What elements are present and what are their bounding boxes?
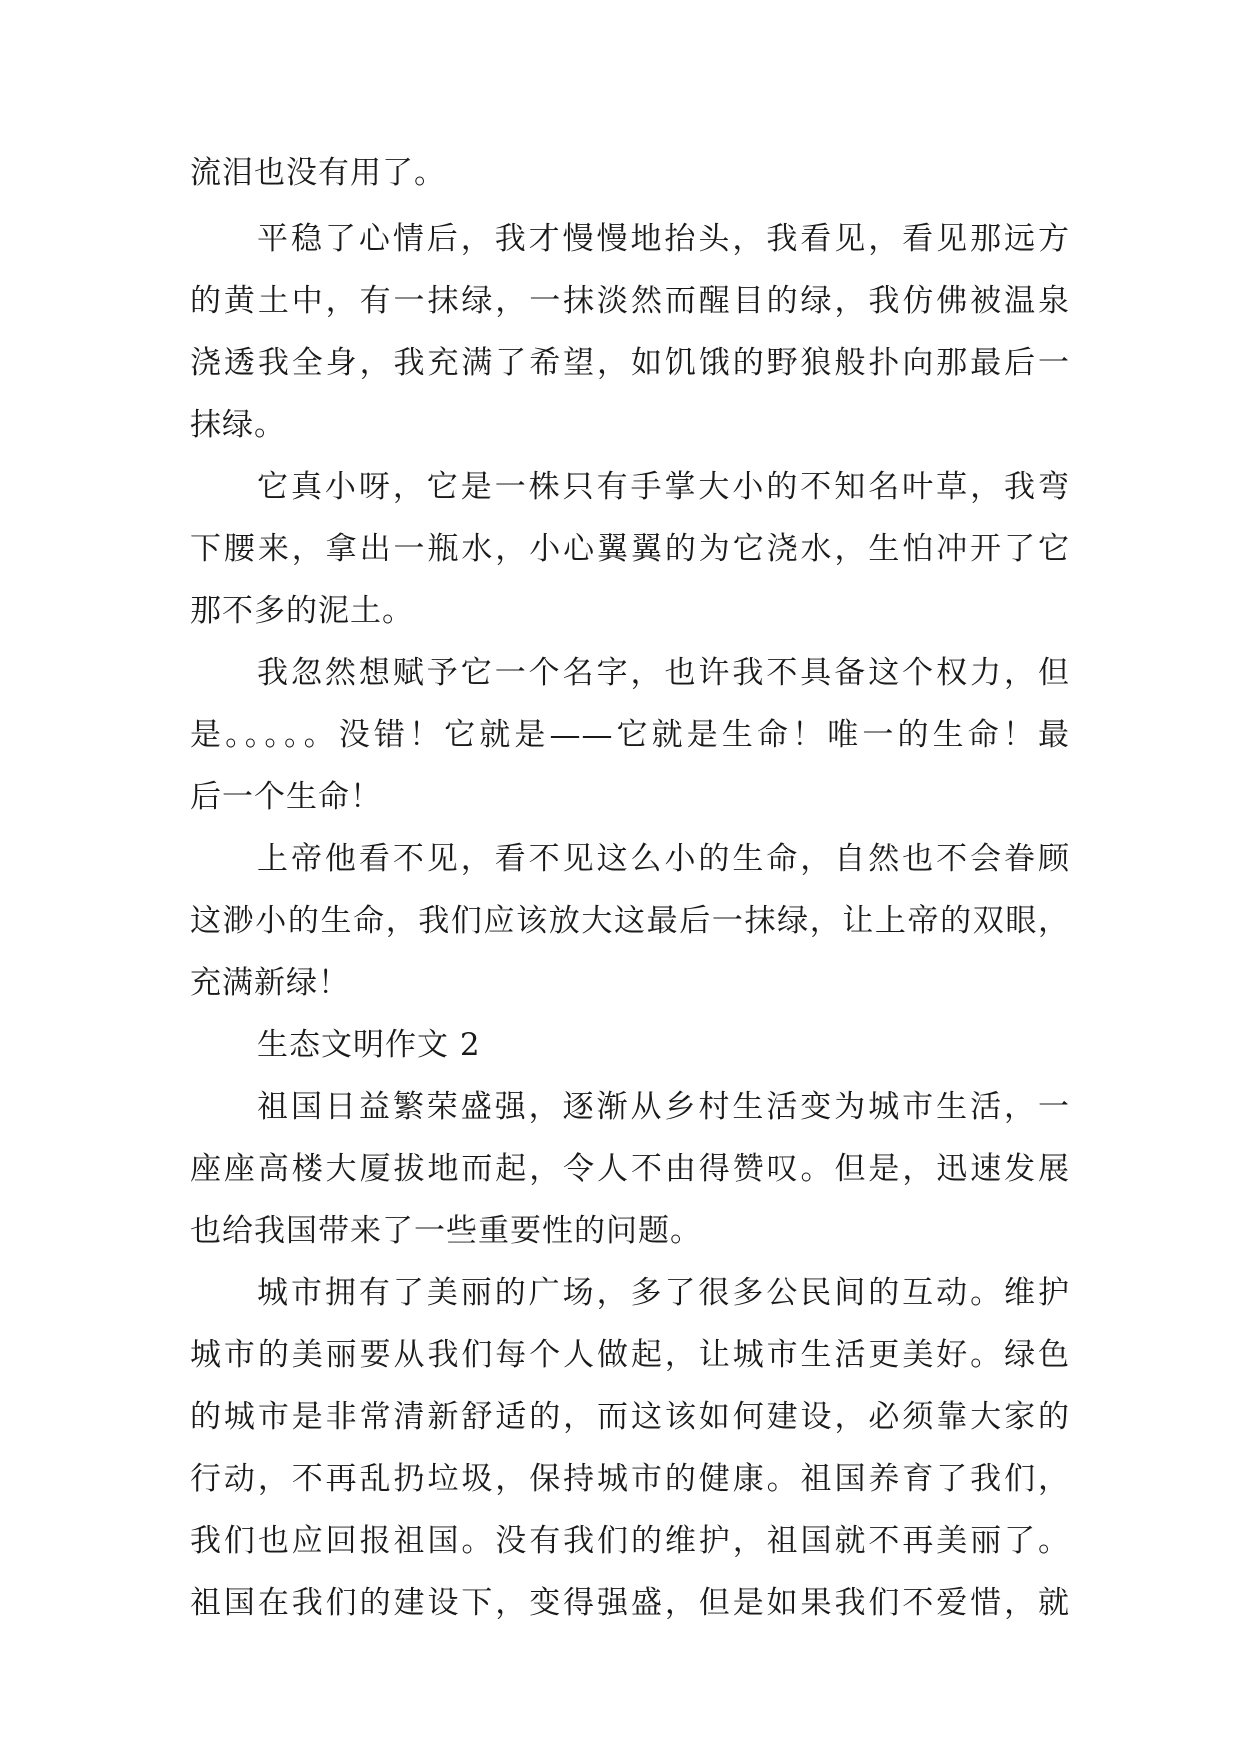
- paragraph-line: 它真小呀，它是一株只有手掌大小的不知名叶草，我弯: [257, 469, 1070, 505]
- paragraph-line: 也给我国带来了一些重要性的问题。: [190, 1213, 702, 1249]
- paragraph-line: 祖国在我们的建设下，变得强盛，但是如果我们不爱惜，就: [190, 1585, 1070, 1621]
- paragraph-line: 行动，不再乱扔垃圾，保持城市的健康。祖国养育了我们，: [190, 1461, 1070, 1497]
- paragraph-line: 的黄土中，有一抹绿，一抹淡然而醒目的绿，我仿佛被温泉: [190, 283, 1070, 319]
- paragraph-line: 城市的美丽要从我们每个人做起，让城市生活更美好。绿色: [190, 1337, 1070, 1373]
- paragraph-line: 这渺小的生命，我们应该放大这最后一抹绿，让上帝的双眼，: [190, 903, 1070, 939]
- section-heading: 生态文明作文 2: [257, 1027, 481, 1063]
- paragraph-line: 流泪也没有用了。: [190, 155, 446, 191]
- paragraph-line: 浇透我全身，我充满了希望，如饥饿的野狼般扑向那最后一: [190, 345, 1070, 381]
- paragraph-line: 平稳了心情后，我才慢慢地抬头，我看见，看见那远方: [257, 221, 1070, 257]
- paragraph-line: 抹绿。: [190, 407, 286, 443]
- paragraph-line: 的城市是非常清新舒适的，而这该如何建设，必须靠大家的: [190, 1399, 1070, 1435]
- paragraph-line: 后一个生命！: [190, 779, 382, 815]
- paragraph-line: 座座高楼大厦拔地而起，令人不由得赞叹。但是，迅速发展: [190, 1151, 1070, 1187]
- paragraph-line: 充满新绿！: [190, 965, 350, 1001]
- paragraph-line: 是。。。。。没错！它就是——它就是生命！唯一的生命！最: [190, 717, 1070, 753]
- paragraph-line: 下腰来，拿出一瓶水，小心翼翼的为它浇水，生怕冲开了它: [190, 531, 1070, 567]
- paragraph-line: 我忽然想赋予它一个名字，也许我不具备这个权力，但: [257, 655, 1070, 691]
- paragraph-line: 我们也应回报祖国。没有我们的维护，祖国就不再美丽了。: [190, 1523, 1070, 1559]
- paragraph-line: 祖国日益繁荣盛强，逐渐从乡村生活变为城市生活，一: [257, 1089, 1070, 1125]
- paragraph-line: 上帝他看不见，看不见这么小的生命，自然也不会眷顾: [257, 841, 1070, 877]
- paragraph-line: 城市拥有了美丽的广场，多了很多公民间的互动。维护: [257, 1275, 1070, 1311]
- paragraph-line: 那不多的泥土。: [190, 593, 414, 629]
